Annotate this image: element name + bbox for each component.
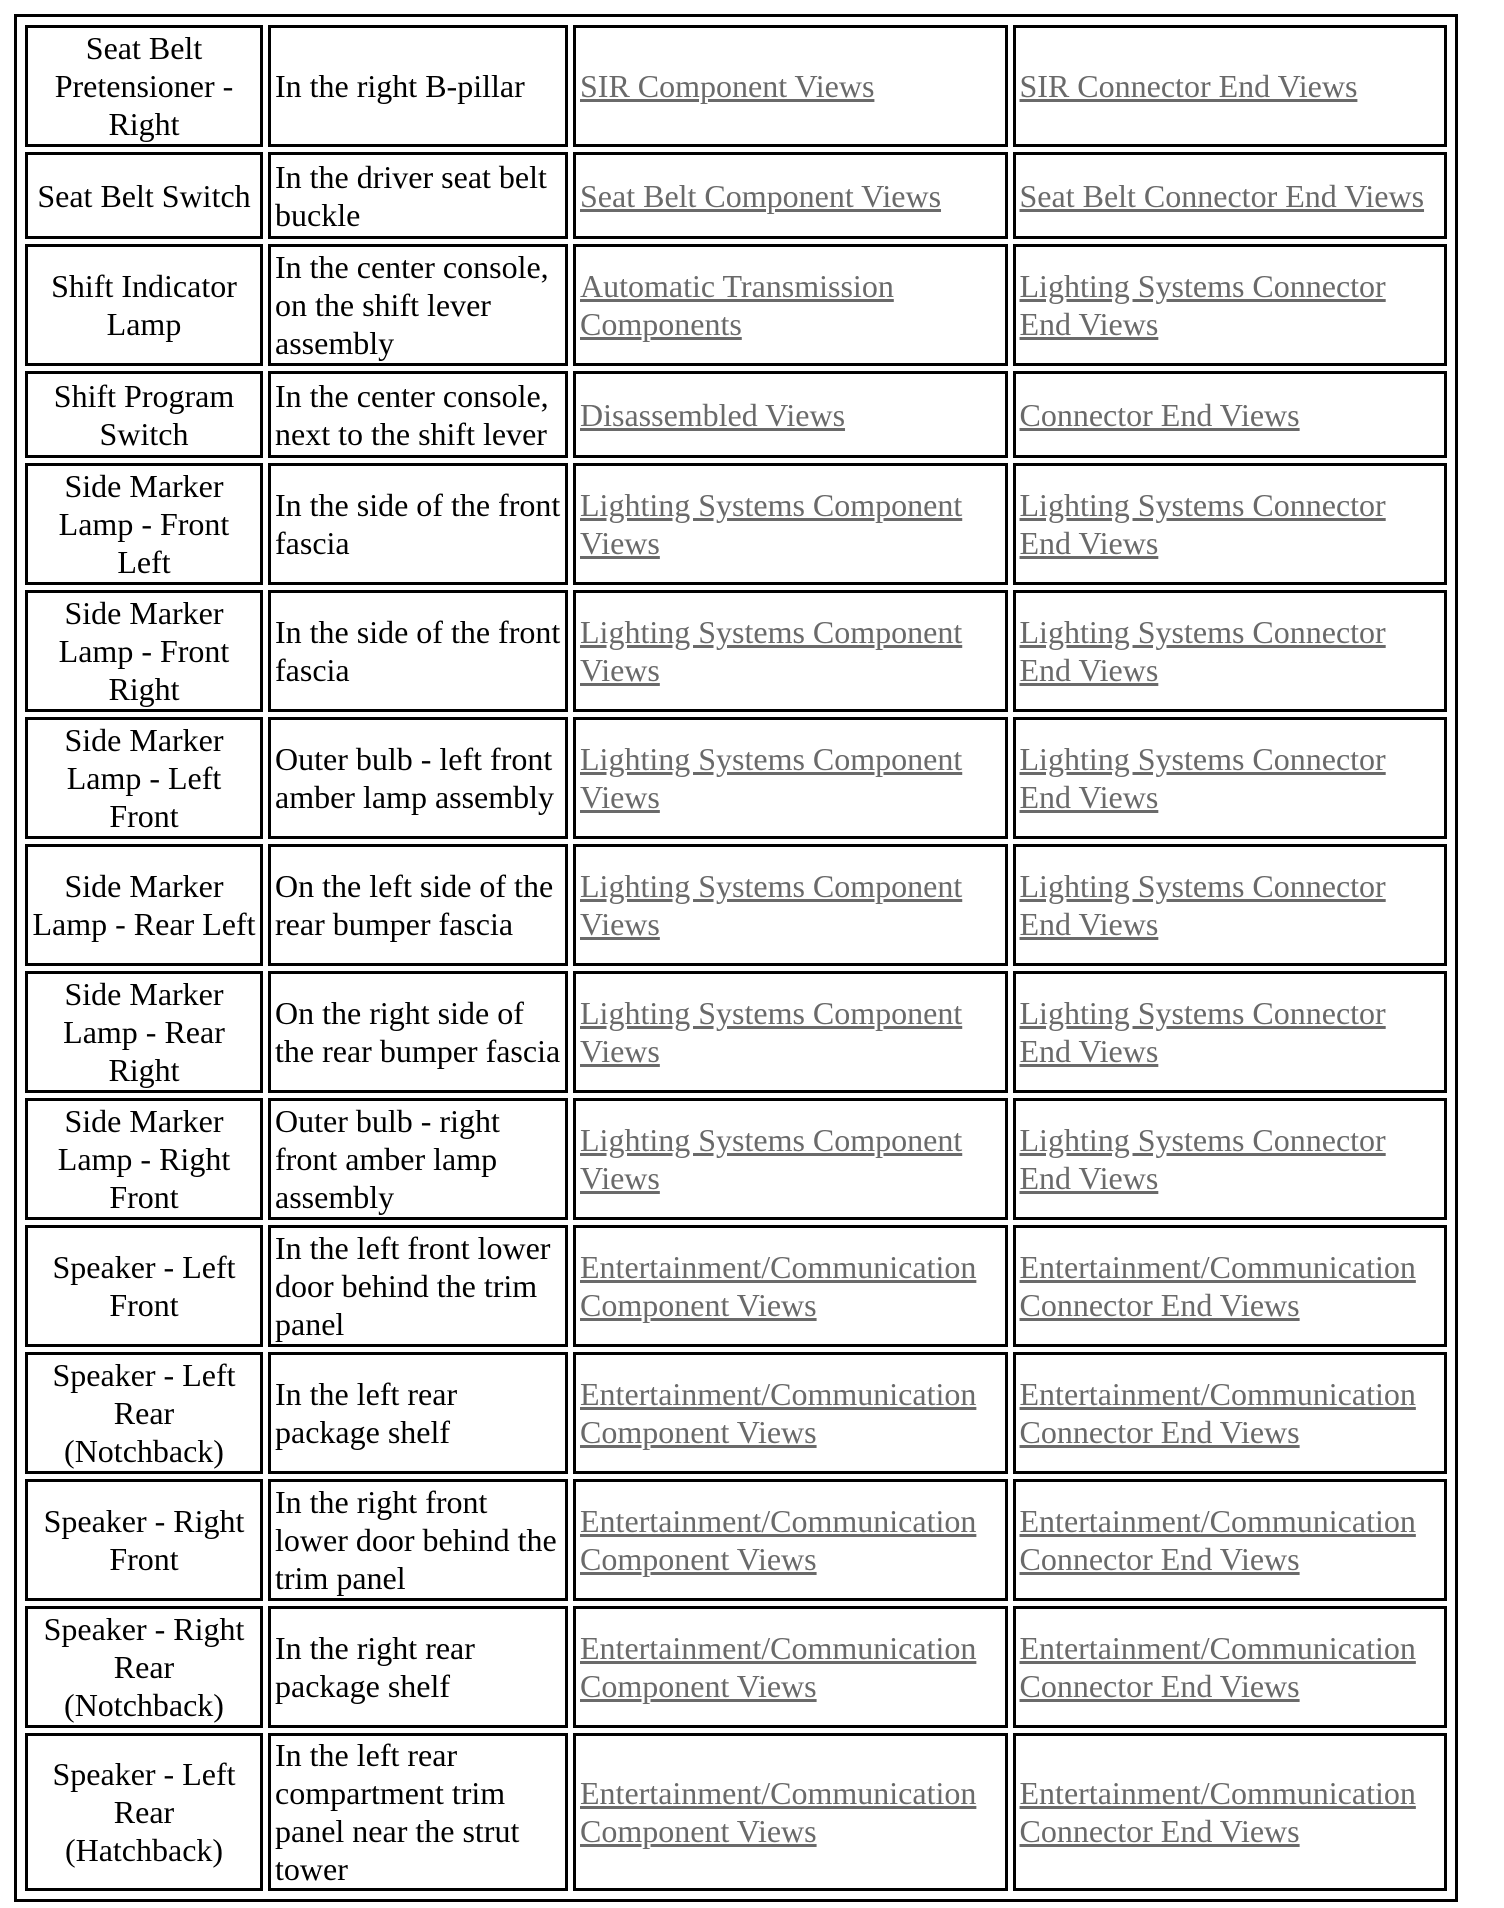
component-name-cell: Speaker - Left Front — [25, 1225, 263, 1347]
component-location-cell: In the side of the front fascia — [268, 590, 568, 712]
component-view-cell — [573, 717, 1008, 839]
component-view-cell — [573, 25, 1008, 147]
component-name-cell: Side Marker Lamp - Rear Left — [25, 844, 263, 966]
component-view-link[interactable]: Lighting Systems Component Views — [580, 995, 963, 1069]
component-view-cell — [573, 844, 1008, 966]
connector-end-view-link[interactable]: Lighting Systems Connector End Views — [1019, 487, 1386, 561]
table-row — [25, 25, 1447, 147]
component-location-cell: In the left rear compartment trim panel near the strut tower — [268, 1733, 568, 1891]
connector-view-cell — [1013, 244, 1448, 366]
component-name-cell: Speaker - Left Rear (Notchback) — [25, 1352, 263, 1474]
component-location-cell: On the right side of the rear bumper fascia — [268, 971, 568, 1093]
component-name-cell: Side Marker Lamp - Front Left — [25, 463, 263, 585]
component-view-link[interactable]: Entertainment/Communication Component Views — [580, 1630, 977, 1704]
connector-view-cell — [1013, 844, 1448, 966]
connector-end-view-link[interactable]: SIR Connector End Views — [1019, 68, 1358, 104]
connector-end-view-link[interactable]: Entertainment/Communication Connector End Views — [1019, 1775, 1416, 1849]
component-name-cell: Seat Belt Switch — [25, 152, 263, 239]
component-name-cell: Speaker - Left Rear (Hatchback) — [25, 1733, 263, 1891]
table-row — [25, 1479, 1447, 1601]
table-row — [25, 1352, 1447, 1474]
component-location-cell: Outer bulb - left front amber lamp assembly — [268, 717, 568, 839]
component-name-cell: Side Marker Lamp - Right Front — [25, 1098, 263, 1220]
connector-view-cell — [1013, 463, 1448, 585]
component-view-link[interactable]: Lighting Systems Component Views — [580, 741, 963, 815]
table-row — [25, 371, 1447, 458]
component-location-cell: In the left rear package shelf — [268, 1352, 568, 1474]
connector-end-view-link[interactable]: Lighting Systems Connector End Views — [1019, 868, 1386, 942]
component-view-cell — [573, 1479, 1008, 1601]
component-location-cell: In the right front lower door behind the trim panel — [268, 1479, 568, 1601]
table-row — [25, 463, 1447, 585]
connector-view-cell — [1013, 1098, 1448, 1220]
connector-view-cell — [1013, 1606, 1448, 1728]
component-view-link[interactable]: Entertainment/Communication Component Views — [580, 1249, 977, 1323]
component-name-cell: Speaker - Right Front — [25, 1479, 263, 1601]
component-location-cell: In the right rear package shelf — [268, 1606, 568, 1728]
component-view-cell — [573, 1098, 1008, 1220]
component-name-cell: Speaker - Right Rear (Notchback) — [25, 1606, 263, 1728]
connector-view-cell — [1013, 25, 1448, 147]
component-view-cell — [573, 1733, 1008, 1891]
component-view-link[interactable]: Lighting Systems Component Views — [580, 1122, 963, 1196]
connector-end-view-link[interactable]: Seat Belt Connector End Views — [1019, 177, 1425, 214]
component-view-cell — [573, 1225, 1008, 1347]
component-location-cell: In the center console, on the shift lever assembly — [268, 244, 568, 366]
component-view-link[interactable]: Entertainment/Communication Component Views — [580, 1376, 977, 1450]
connector-end-view-link[interactable]: Lighting Systems Connector End Views — [1019, 995, 1386, 1069]
table-row — [25, 1225, 1447, 1347]
component-name-cell: Shift Program Switch — [25, 371, 263, 458]
connector-end-view-link[interactable]: Entertainment/Communication Connector End Views — [1019, 1376, 1416, 1450]
component-view-cell — [573, 244, 1008, 366]
connector-end-view-link[interactable]: Entertainment/Communication Connector End Views — [1019, 1630, 1416, 1704]
component-view-link[interactable]: Seat Belt Component Views — [580, 177, 942, 214]
connector-end-view-link[interactable]: Lighting Systems Connector End Views — [1019, 614, 1386, 688]
component-locator-table-frame — [14, 14, 1458, 1902]
connector-end-view-link[interactable]: Entertainment/Communication Connector End Views — [1019, 1249, 1416, 1323]
table-row — [25, 971, 1447, 1093]
table-row — [25, 590, 1447, 712]
connector-view-cell — [1013, 1733, 1448, 1891]
connector-view-cell — [1013, 717, 1448, 839]
component-view-link[interactable]: Lighting Systems Component Views — [580, 487, 963, 561]
component-view-cell — [573, 152, 1008, 239]
component-location-cell: In the driver seat belt buckle — [268, 152, 568, 239]
component-location-cell: In the left front lower door behind the trim panel — [268, 1225, 568, 1347]
connector-end-view-link[interactable]: Lighting Systems Connector End Views — [1019, 741, 1386, 815]
component-location-cell: On the left side of the rear bumper fascia — [268, 844, 568, 966]
table-row — [25, 1098, 1447, 1220]
connector-view-cell — [1013, 1352, 1448, 1474]
component-name-cell: Seat Belt Pretensioner - Right — [25, 25, 263, 147]
component-name-cell: Side Marker Lamp - Front Right — [25, 590, 263, 712]
component-locator-table — [20, 20, 1452, 1896]
table-row — [25, 152, 1447, 239]
connector-end-view-link[interactable]: Connector End Views — [1019, 396, 1300, 433]
connector-view-cell — [1013, 371, 1448, 458]
table-row — [25, 244, 1447, 366]
connector-end-view-link[interactable]: Lighting Systems Connector End Views — [1019, 1122, 1386, 1196]
table-row — [25, 717, 1447, 839]
connector-view-cell — [1013, 590, 1448, 712]
component-view-link[interactable]: Entertainment/Communication Component Views — [580, 1503, 977, 1577]
component-location-cell: In the right B-pillar — [268, 25, 568, 147]
component-name-cell: Shift Indicator Lamp — [25, 244, 263, 366]
component-view-link[interactable]: Lighting Systems Component Views — [580, 868, 963, 942]
connector-view-cell — [1013, 971, 1448, 1093]
component-location-cell: Outer bulb - right front amber lamp assembly — [268, 1098, 568, 1220]
table-row — [25, 844, 1447, 966]
connector-view-cell — [1013, 1225, 1448, 1347]
component-view-cell — [573, 590, 1008, 712]
connector-end-view-link[interactable]: Entertainment/Communication Connector End Views — [1019, 1503, 1416, 1577]
component-view-cell — [573, 1606, 1008, 1728]
component-view-cell — [573, 971, 1008, 1093]
table-row — [25, 1733, 1447, 1891]
connector-view-cell — [1013, 152, 1448, 239]
table-row — [25, 1606, 1447, 1728]
connector-view-cell — [1013, 1479, 1448, 1601]
component-view-link[interactable]: Entertainment/Communication Component Views — [580, 1775, 977, 1849]
component-name-cell: Side Marker Lamp - Rear Right — [25, 971, 263, 1093]
component-view-link[interactable]: Disassembled Views — [580, 396, 846, 433]
component-name-cell: Side Marker Lamp - Left Front — [25, 717, 263, 839]
connector-end-view-link[interactable]: Lighting Systems Connector End Views — [1019, 268, 1386, 342]
component-view-link[interactable]: Automatic Transmission Components — [580, 268, 894, 342]
component-view-cell — [573, 371, 1008, 458]
component-location-cell: In the side of the front fascia — [268, 463, 568, 585]
component-view-cell — [573, 1352, 1008, 1474]
table-body — [25, 25, 1447, 1891]
component-location-cell: In the center console, next to the shift lever — [268, 371, 568, 458]
component-view-link[interactable]: SIR Component Views — [580, 68, 875, 104]
component-view-cell — [573, 463, 1008, 585]
component-view-link[interactable]: Lighting Systems Component Views — [580, 614, 963, 688]
